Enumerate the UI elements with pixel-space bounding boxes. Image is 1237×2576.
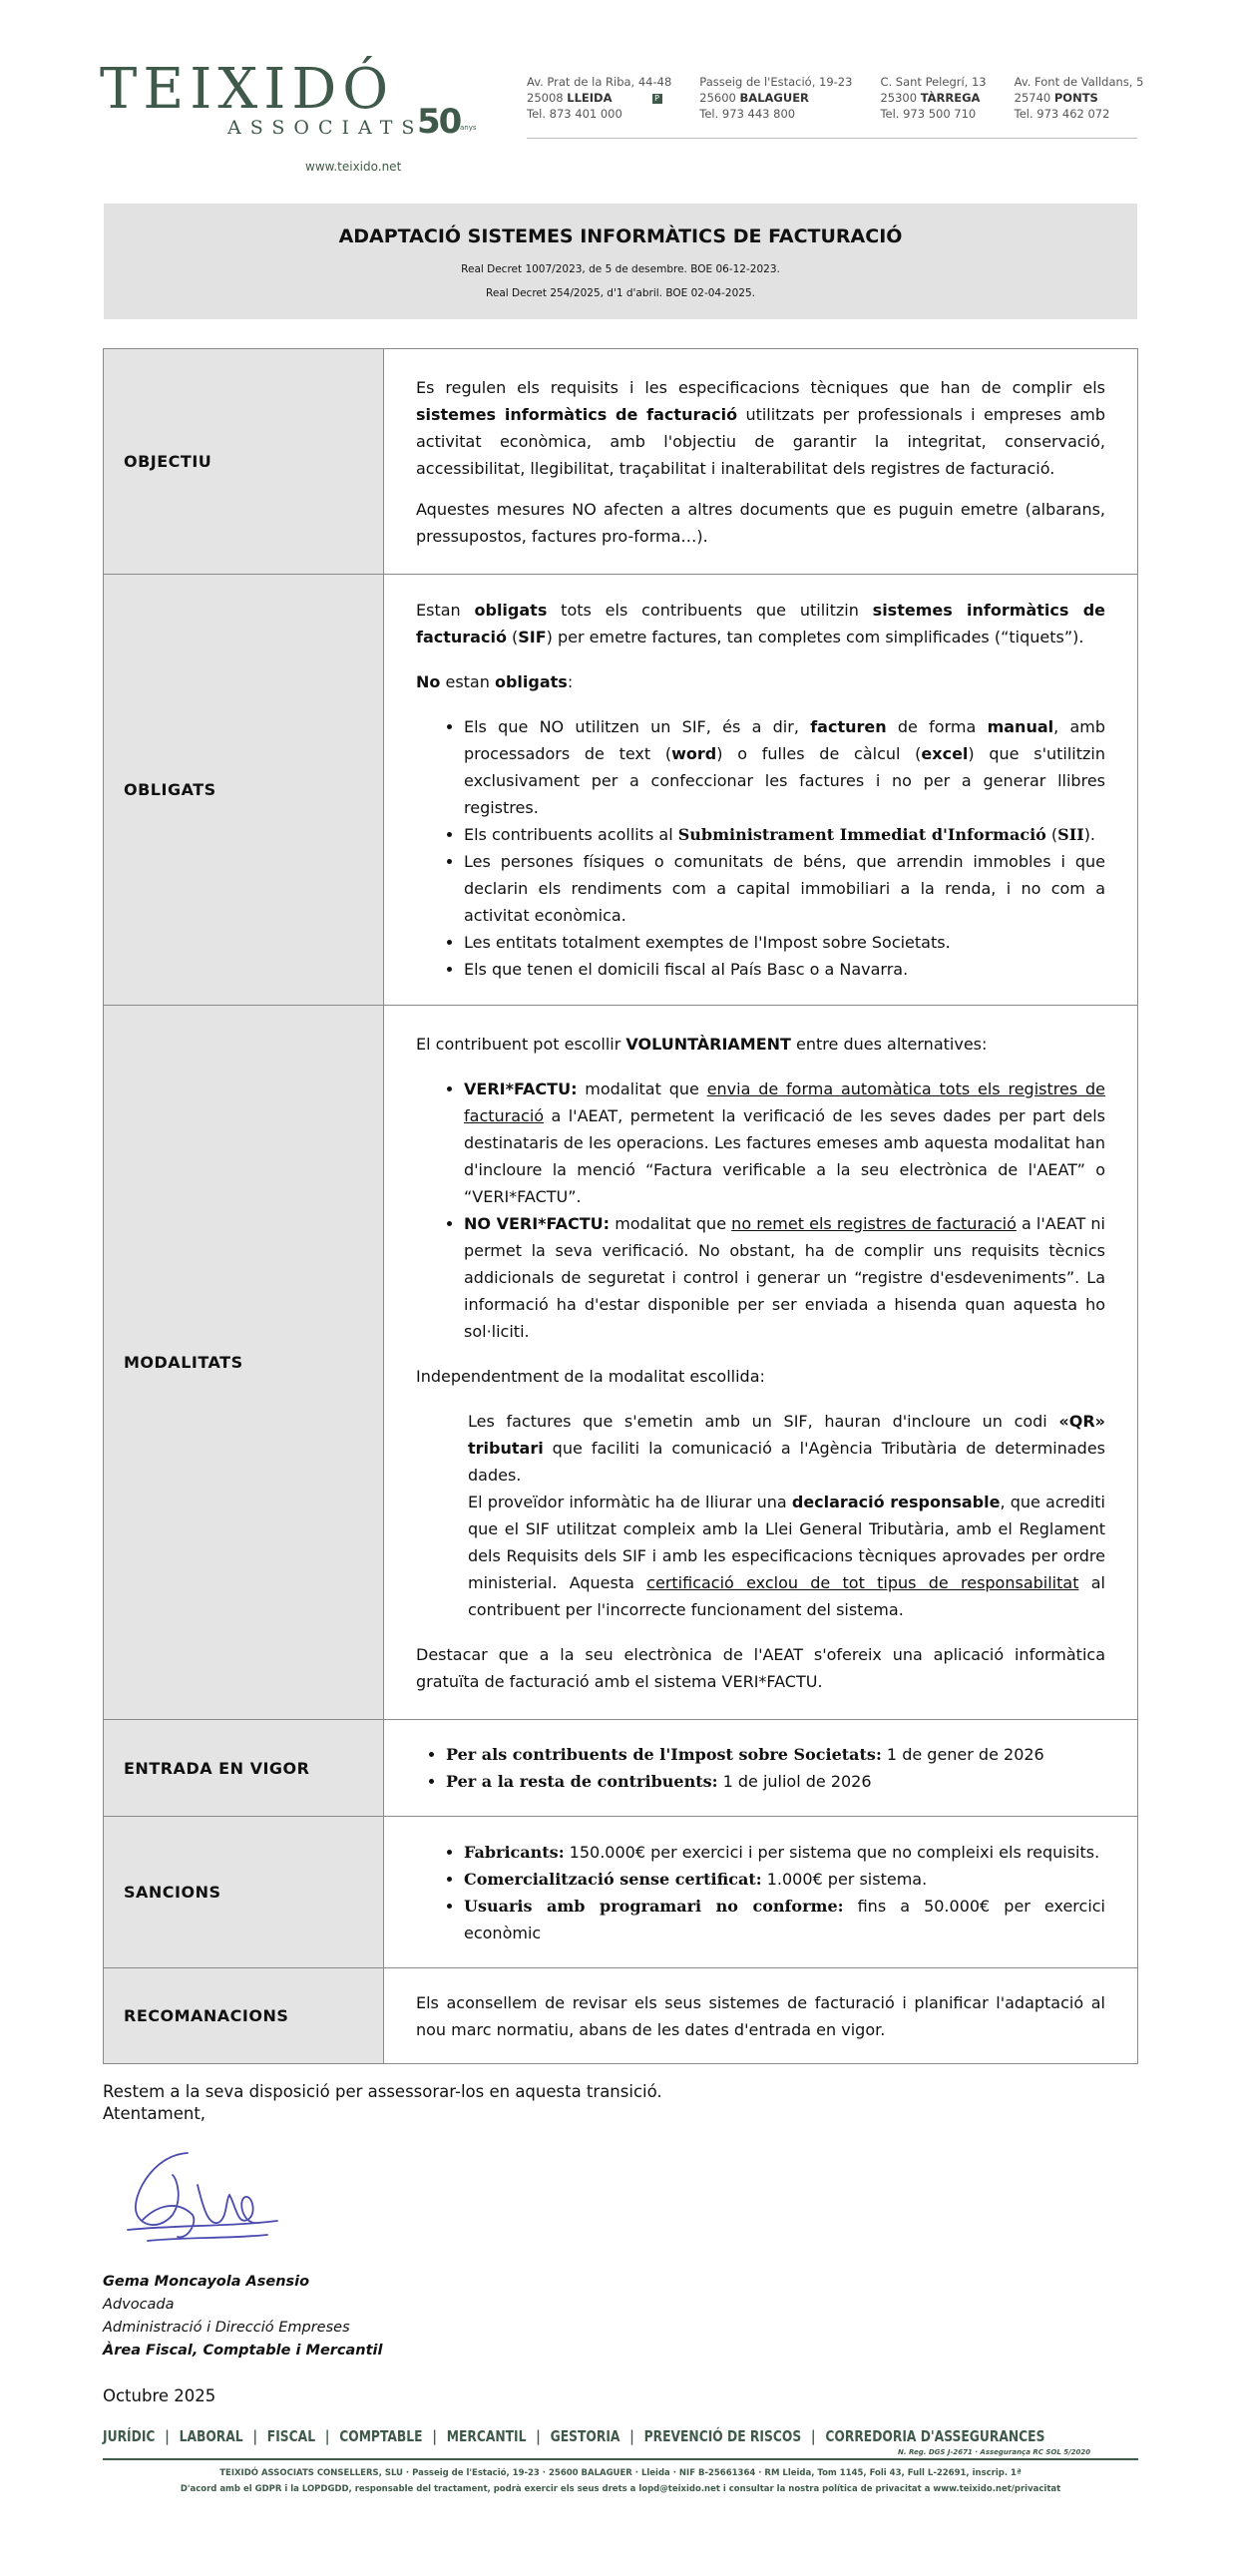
table-row-objectiu [104,349,1138,575]
office-city: PONTS [1053,91,1098,105]
office-address: Passeig de l'Estació, 19-23 [699,75,853,89]
company-legal-info: TEIXIDÓ ASSOCIATS CONSELLERS, SLU · Passeig de l'Estació, 19-23 · 25600 BALAGUER · Lleida · NIF B-25661364 · RM Lleida, Tom 1145, Foli 43, Full L-22691, inscrip. 1ª [219,2468,1022,2478]
row-label: OBLIGATS [104,575,384,1006]
text-fragment: declaració responsable [791,1492,1001,1511]
text-fragment: SII [1057,825,1084,844]
text-fragment: facturen [810,717,887,736]
text-fragment: ) que s'utilitzin exclusivament per a confeccionar les factures i no per a generar llibres registres. [464,744,1105,817]
office-balaguer [699,74,852,122]
office-address: Av. Font de Valldans, 5 [1014,75,1144,89]
office-address: Av. Prat de la Riba, 44-48 [527,75,672,89]
office-postal: 25300 [880,91,918,105]
text-fragment: Els contribuents acollits al [464,825,678,844]
office-address: C. Sant Pelegrí, 13 [880,75,987,89]
office-tarrega [880,74,986,122]
list-item [464,1866,1105,1893]
row-content [384,1720,1138,1817]
office-city: TÀRREGA [920,91,981,105]
text-fragment: excel [921,744,969,763]
row-label: OBJECTIU [104,349,384,575]
parking-icon: P [652,94,662,104]
table-row-modalitats [104,1006,1138,1720]
text-fragment: fins a 50.000€ per exercici econòmic [464,1896,1106,1942]
closing-line: Restem a la seva disposició per assessorar-los en aquesta transició. [103,2082,662,2101]
text-fragment: 1 de gener de 2026 [881,1745,1044,1764]
text-fragment: utilitzats per professionals i empreses amb activitat econòmica, amb l'objectiu de garantir la integritat, conservació, accessibilitat, llegibilitat, traçabilitat i inalterabilitat dels registres de facturació. [416,404,1105,478]
signer-role: Advocada [103,2297,175,2313]
text-fragment: No [416,672,441,691]
text-fragment: , que acrediti que el SIF utilitzat compleix amb la Llei General Tributària, amb el Reglament dels Requisits dels SIF i amb les especificacions tècniques aprovades per ordre ministerial. Aquesta [468,1492,1106,1592]
closing-text [103,2081,662,2125]
logo-name: TEIXIDÓ [100,57,395,122]
logo-anniversary: 50 [417,102,461,142]
paragraph [468,1408,1105,1489]
list-item [464,713,1105,821]
signature-image [118,2145,287,2255]
company-logo [100,57,479,182]
text-fragment: word [671,744,717,763]
text-fragment: SIF [518,628,547,646]
text-fragment: Les factures que s'emetin amb un SIF, hauran d'incloure un codi [468,1411,1059,1431]
text-fragment: Fabricants: [464,1842,565,1862]
signer-area: Àrea Fiscal, Comptable i Mercantil [103,2343,383,2359]
text-fragment: Usuaris amb programari no conforme: [464,1896,844,1916]
list-item [446,1741,1105,1768]
table-row-sancions [104,1817,1138,1968]
closing-salutation: Atentament, [103,2104,206,2123]
signer-name: Gema Moncayola Asensio [103,2274,310,2290]
office-postal: 25008 [527,91,564,105]
office-phone: Tel. 973 462 072 [1014,107,1110,121]
services-nav: JURÍDIC | LABORAL | FISCAL | COMPTABLE | MERCANTIL | GESTORIA | PREVENCIÓ DE RISCOS | CORREDORIA D'ASSEGURANCES [103,2427,1045,2445]
text-fragment: 150.000€ per exercici i per sistema que no compleixi els requisits. [564,1842,1100,1862]
text-fragment: Subministrament Immediat d'Informació [677,825,1046,844]
document-date: Octubre 2025 [103,2386,216,2405]
service-prevencio: PREVENCIÓ DE RISCOS [643,2427,802,2445]
document-title: ADAPTACIÓ SISTEMES INFORMÀTICS DE FACTURACIÓ [338,225,903,247]
text-fragment: certificació exclou de tot tipus de responsabilitat [646,1572,1079,1592]
paragraph [416,597,1105,650]
row-content [384,1817,1138,1968]
office-ponts [1015,74,1144,122]
text-fragment: «QR» tributari [468,1411,1105,1458]
summary-table [103,348,1138,2064]
text-fragment: no remet els registres de facturació [731,1213,1017,1233]
service-laboral: LABORAL [179,2427,243,2445]
text-fragment: Els que NO utilitzen un SIF, és a dir, [464,717,811,736]
table-row-recomanacions [104,1968,1138,2064]
text-fragment: ( [1045,825,1058,844]
paragraph: Aquestes mesures NO afecten a altres documents que es puguin emetre (albarans, pressupostos, factures pro-forma…). [416,499,1105,546]
footer-divider [103,2458,1138,2460]
row-label: ENTRADA EN VIGOR [104,1720,384,1817]
list-item [464,1839,1105,1866]
sanctions-list [416,1839,1105,1946]
row-content [384,1006,1138,1720]
text-fragment: 1 de juliol de 2026 [717,1772,872,1791]
title-box [104,204,1137,319]
text-fragment: ). [1083,825,1096,844]
text-fragment: , amb processadors de text ( [464,717,1106,763]
insurance-registry: N. Reg. DGS J-2671 · Assegurança RC SOL 5/2020 [898,2448,1091,2456]
text-fragment: modalitat que [577,1078,707,1098]
service-fiscal: FISCAL [266,2427,316,2445]
row-content [384,1968,1138,2064]
office-postal: 25600 [699,91,736,105]
text-fragment: que faciliti la comunicació a l'Agència Tributària de determinades dades. [468,1438,1105,1485]
text-fragment: a l'AEAT ni permet la seva verificació. No obstant, ha de complir uns requisits tècnics addicionals de seguretat i control i generar un “registre d'esdeveniments”. La informació ha d'estar disponible per ser enviada a hisenda quan aquesta ho sol·liciti. [464,1213,1105,1341]
office-postal: 25740 [1014,91,1051,105]
privacy-notice: D'acord amb el GDPR i la LOPDGDD, responsable del tractament, podrà exercir els seus drets a lopd@teixido.net i consultar la nostra política de privacitat a www.teixido.net/privacitat [180,2484,1061,2494]
table-row-obligats [104,575,1138,1006]
text-fragment: VERI*FACTU: [464,1078,578,1098]
office-city: LLEIDA [567,91,613,105]
text-fragment: Comercialització sense certificat: [464,1869,762,1889]
text-fragment: entre dues alternatives: [790,1034,988,1054]
list-item-verifactu [464,1075,1105,1210]
text-fragment: : [567,672,574,691]
text-fragment: sistemes informàtics de facturació [416,404,738,424]
paragraph: Independentment de la modalitat escollida: [416,1366,765,1386]
text-fragment: Per a la resta de contribuents: [446,1772,718,1791]
list-item: • Les entitats totalment exemptes de l'Impost sobre Societats. [464,929,1105,956]
row-label: RECOMANACIONS [104,1968,384,2064]
text-fragment: obligats [474,601,548,620]
text-fragment: manual [987,717,1054,736]
logo-subtitle: ASSOCIATS [227,117,424,139]
row-content [384,349,1138,575]
row-content [384,575,1138,1006]
text-fragment: 1.000€ per sistema. [761,1869,928,1889]
list-item [464,821,1105,848]
paragraph [468,1489,1105,1623]
text-fragment: ) o fulles de càlcul ( [716,744,922,763]
dates-list [416,1741,1105,1795]
paragraph: Destacar que a la seu electrònica de l'AEAT s'ofereix una aplicació informàtica gratuïta de facturació amb el sistema VERI*FACTU. [416,1644,1105,1691]
text-fragment: sistemes informàtics de facturació [416,601,1106,646]
modality-list [416,1075,1105,1345]
text-fragment: envia de forma automàtica tots els registres de facturació [464,1078,1105,1125]
list-item [464,1893,1105,1946]
text-fragment: al contribuent per l'incorrecte funcionament del sistema. [468,1572,1105,1619]
service-juridic: JURÍDIC [103,2427,156,2445]
text-fragment: a l'AEAT, permetent la verificació de les seves dades per part dels destinataris de les operacions. Les factures emeses amb aquesta modalitat han d'incloure la menció “Factura verificable a la seu electrònica de l'AEAT” o “VERI*FACTU”. [464,1105,1105,1206]
office-phone: Tel. 873 401 000 [527,107,622,121]
office-addresses [527,74,1145,122]
office-city: BALAGUER [739,91,809,105]
signer-role: Administració i Direcció Empreses [103,2320,350,2336]
list-item [446,1768,1105,1795]
list-item-no-verifactu [464,1210,1105,1345]
text-fragment: obligats [494,672,568,691]
paragraph [416,1031,1105,1058]
service-mercantil: MERCANTIL [446,2427,527,2445]
list-item: • Els que tenen el domicili fiscal al País Basc o a Navarra. [464,956,1105,983]
service-corredoria: CORREDORIA D'ASSEGURANCES [825,2427,1045,2445]
text-fragment: Es regulen els requisits i les especificacions tècniques que han de complir els [416,377,1105,397]
text-fragment: tots els contribuents que utilitzin [547,601,873,620]
text-fragment: de forma [886,717,988,736]
legal-reference-2: Real Decret 254/2025, d'1 d'abril. BOE 02-04-2025. [486,287,755,299]
text-fragment: Per als contribuents de l'Impost sobre Societats: [446,1745,882,1764]
paragraph [416,668,1105,695]
service-comptable: COMPTABLE [339,2427,423,2445]
text-fragment: El contribuent pot escollir [416,1034,626,1054]
office-phone: Tel. 973 443 800 [699,107,796,121]
text-fragment: El proveïdor informàtic ha de lliurar una [468,1492,792,1511]
header-divider [527,138,1137,139]
text-fragment: estan [440,672,495,691]
signer-block [103,2271,383,2362]
table-row-entrada-en-vigor [104,1720,1138,1817]
row-label: MODALITATS [104,1006,384,1720]
logo-anniversary-suffix: anys [460,124,477,132]
text-fragment: Estan [416,601,475,620]
text-fragment: modalitat que [610,1213,732,1233]
list-item: • Les persones físiques o comunitats de béns, que arrendin immobles i que declarin els rendiments com a capital immobiliari a la renda, i no com a activitat econòmica. [464,848,1105,929]
indented-block [416,1408,1105,1623]
website-link[interactable]: www.teixido.net [305,160,402,174]
legal-reference-1: Real Decret 1007/2023, de 5 de desembre. BOE 06-12-2023. [461,263,780,275]
service-gestoria: GESTORIA [550,2427,620,2445]
text-fragment: VOLUNTÀRIAMENT [625,1034,791,1054]
text-fragment: NO VERI*FACTU: [464,1213,611,1233]
text-fragment: ) per emetre factures, tan completes com simplificades (“tiquets”). [546,628,1084,646]
paragraph: Els aconsellem de revisar els seus sistemes de facturació i planificar l'adaptació al nou marc normatiu, abans de les dates d'entrada en vigor. [416,1992,1105,2039]
exemption-list [416,713,1105,983]
paragraph [416,374,1105,482]
text-fragment: ( [506,628,519,646]
row-label: SANCIONS [104,1817,384,1968]
office-phone: Tel. 973 500 710 [880,107,977,121]
office-lleida [527,74,671,122]
